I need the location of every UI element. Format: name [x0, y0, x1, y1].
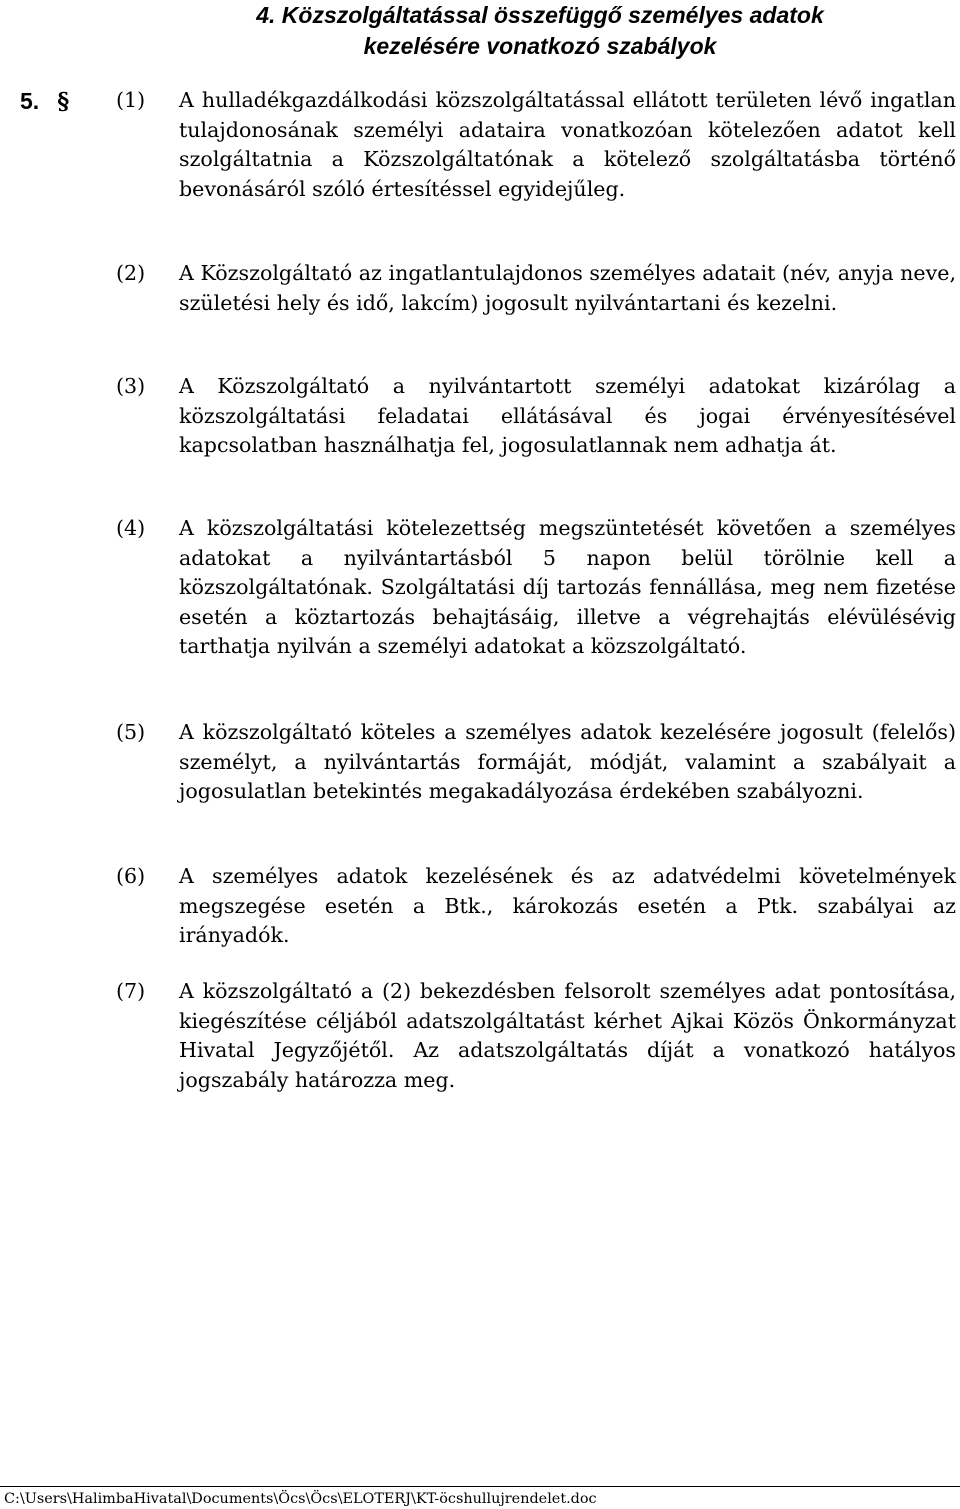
section-number — [20, 86, 69, 117]
paragraph-text: A közszolgáltatási kötelezettség megszüntetését követően a személyes adatokat a nyilvántartásból 5 napon belül törölnie kell a közszolgáltatónak. Szolgáltatási díj tartozás fennállása, meg nem fizetése esetén a köztartozás behajtásáig, illetve a végrehajtás elévülésévig tarthatja nyilván a személyi adatokat a közszolgáltató. — [179, 516, 956, 659]
heading-line-2: kezelésére vonatkozó szabályok — [363, 33, 717, 59]
section-number-label: 5. — [20, 88, 40, 114]
paragraph-number: (6) — [116, 864, 146, 888]
paragraph-number: (2) — [116, 261, 146, 285]
paragraph-text: A Közszolgáltató a nyilvántartott személyi adatokat kizárólag a közszolgáltatási feladatai ellátásával és jogai érvényesítésével kapcsolatban használhatja fel, jogosulatlannak nem adhatja át. — [179, 374, 956, 458]
paragraph-text: A közszolgáltató a (2) bekezdésben felsorolt személyes adat pontosítása, kiegészítése céljából adatszolgáltatást kérhet Ajkai Közös Önkormányzat Hivatal Jegyzőjétől. Az adatszolgáltatás díját a vonatkozó hatályos jogszabály határozza meg. — [179, 979, 956, 1092]
footer-file-path: C:\Users\HalimbaHivatal\Documents\Öcs\Öcs\ELOTERJ\KT-öcshullujrendelet.doc — [4, 1491, 597, 1507]
section-symbol: § — [57, 88, 70, 115]
heading-line-1: 4. Közszolgáltatással összefüggő személyes adatok — [256, 2, 824, 28]
paragraph-number: (5) — [116, 720, 146, 744]
paragraph-text: A Közszolgáltató az ingatlantulajdonos személyes adatait (név, anyja neve, születési hely és idő, lakcím) jogosult nyilvántartani és kezelni. — [179, 261, 956, 315]
paragraph-number: (7) — [116, 979, 146, 1003]
paragraph-number: (1) — [116, 88, 146, 112]
paragraph-number: (3) — [116, 374, 146, 398]
paragraph-text: A hulladékgazdálkodási közszolgáltatással ellátott területen lévő ingatlan tulajdonosának személyi adataira vonatkozóan kötelezően adatot kell szolgáltatnia a Közszolgáltatónak a kötelező szolgáltatásba történő bevonásáról szóló értesítéssel egyidejűleg. — [179, 88, 956, 201]
paragraph-text: A személyes adatok kezelésének és az adatvédelmi követelmények megszegése esetén a Btk., károkozás esetén a Ptk. szabályai az irányadók. — [179, 864, 956, 948]
paragraph-number: (4) — [116, 516, 146, 540]
footer-divider — [0, 1486, 960, 1487]
paragraph-text: A közszolgáltató köteles a személyes adatok kezelésére jogosult (felelős) személyt, a nyilvántartás formáját, módját, valamint a szabályait a jogosulatlan betekintés megakadályozása érdekében szabályozni. — [179, 720, 956, 804]
document-heading — [120, 0, 960, 62]
